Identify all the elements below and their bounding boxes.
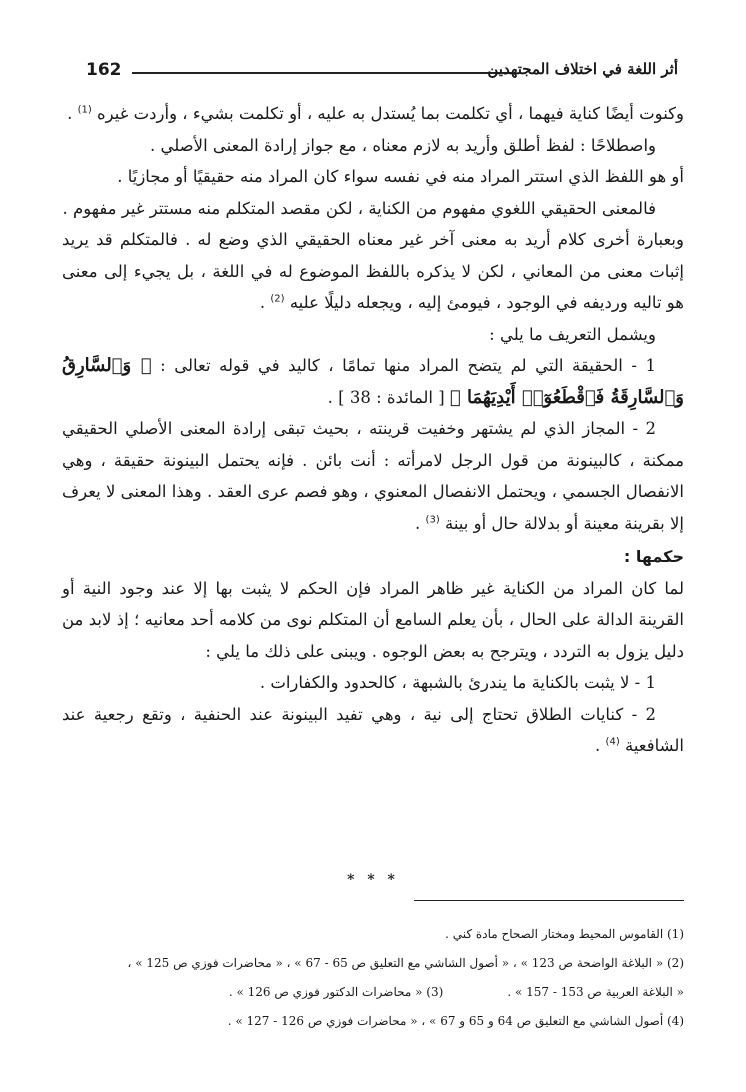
paragraph-ruling: لما كان المراد من الكناية غير ظاهر المراد فإن الحكم لا يثبت بها إلا عند وجود النية أو القرينة الدالة على الحال ، بأن يعلم السامع أن المتكلم نوى من كلامه أحد معانيه ؛ إذ لابد من دليل يزول به التردد ، ويترجح به بعض الوجوه . ويبنى على ذلك ما يلي :	[62, 578, 684, 661]
list-item-1: 1 - الحقيقة التي لم يتضح المراد منها تمامًا ، كاليد في قوله تعالى : ﴿ وَٱلسَّارِقُ وَٱلسَّارِقَةُ فَٱقْطَعُوٓا۟ أَيْدِيَهُمَا ﴾ [ المائدة : 38 ] .	[62, 355, 684, 408]
running-title: أثر اللغة في اختلاف المجتهدين	[487, 60, 678, 78]
footnote-ref-4: (4)	[605, 736, 620, 748]
verse-citation: [ المائدة : 38 ] .	[327, 387, 445, 407]
rule-item-2: 2 - كنايات الطلاق تحتاج إلى نية ، وهي تفيد البينونة عند الحنفية ، وتقع رجعية عند الشافعية $^{(4)}$ .	[62, 704, 684, 755]
section-heading: حكمها :	[623, 547, 684, 566]
footnote-rule	[414, 900, 684, 901]
paragraph-rephrase: وبعبارة أخرى كلام أريد به معنى آخر غير معناه الحقيقي الذي وضع له . فالمتكلم قد يريد إثبات معنى من المعاني ، لكن لا يذكره باللفظ الموضوع له في اللغة ، بل يجيء إلى معنى هو تاليه وردیفه في الوجود ، فيومئ إليه ، ويجعله دليلًا عليه $^{(2)}$ .	[62, 230, 684, 312]
page-number: 162	[86, 60, 122, 80]
paragraph-scope: ويشمل التعريف ما يلي :	[489, 324, 656, 344]
footnote-4: (4) أصول الشاشي مع التعليق ص 64 و 65 و 67 » ، « محاضرات فوزي ص 126 - 127 » .	[227, 1014, 684, 1028]
footnote-ref-1: (1)	[77, 104, 92, 116]
footnote-2: (2) « البلاغة الواضحة ص 123 » ، « أصول الشاشي مع التعليق ص 65 - 67 » ، « محاضرات فوزي ص 125 » ،	[127, 956, 684, 970]
main-text	[62, 98, 684, 762]
footnote-2-cont: « البلاغة العربية ص 153 - 157 » .(3) « محاضرات الدكتور فوزي ص 126 » .	[62, 978, 684, 1007]
section-separator: * * *	[347, 872, 399, 888]
header-rule	[132, 72, 512, 74]
footnotes	[62, 920, 684, 1036]
paragraph-alt-definition: أو هو اللفظ الذي استتر المراد منه في نفسه سواء كان المراد منه حقيقيًا أو مجازيًا .	[117, 167, 684, 186]
list-item-2: 2 - المجاز الذي لم يشتهر وخفيت قرينته ، بحيث تبقى إرادة المعنى الأصلي الحقيقي ممكنة ، كالبينونة من قول الرجل لامرأته : أنت بائن . فإنه يحتمل البينونة حقيقة ، وهي الانفصال الجسمي ، ويحتمل الانفصال المعنوي ، وهو فصم عرى العقد . وهذا المعنى لا يعرف إلا بقرينة معينة أو بدلالة حال أو بينة $^{(3)}$ .	[62, 419, 684, 533]
quran-verse: ﴿ وَٱلسَّارِقُ وَٱلسَّارِقَةُ فَٱقْطَعُوٓا۟ أَيْدِيَهُمَا ﴾	[62, 355, 684, 408]
footnote-3: (3) « محاضرات الدكتور فوزي ص 126 » .	[228, 985, 444, 999]
paragraph-definition: واصطلاحًا : لفظ أطلق وأريد به لازم معناه ، مع جواز إرادة المعنى الأصلي .	[149, 135, 656, 155]
footnote-1: (1) القاموس المحيط ومختار الصحاح مادة كني .	[445, 927, 684, 941]
rule-item-1: 1 - لا يثبت بالكناية ما يندرئ بالشبهة ، كالحدود والكفارات .	[259, 673, 656, 692]
paragraph-literal-meaning: فالمعنى الحقيقي اللغوي مفهوم من الكناية ، لكن مقصد المتكلم منه مستتر غير مفهوم .	[62, 198, 656, 218]
footnote-ref-3: (3)	[425, 514, 440, 525]
footnote-ref-2: (2)	[270, 293, 285, 305]
page-header	[62, 58, 684, 90]
paragraph-etymology: وكنوت أيضًا كناية فيهما ، أي تكلمت بما يُستدل به عليه ، أو تكلمت بشيء ، وأردت غيره $^{(1)}$ .	[67, 104, 684, 123]
